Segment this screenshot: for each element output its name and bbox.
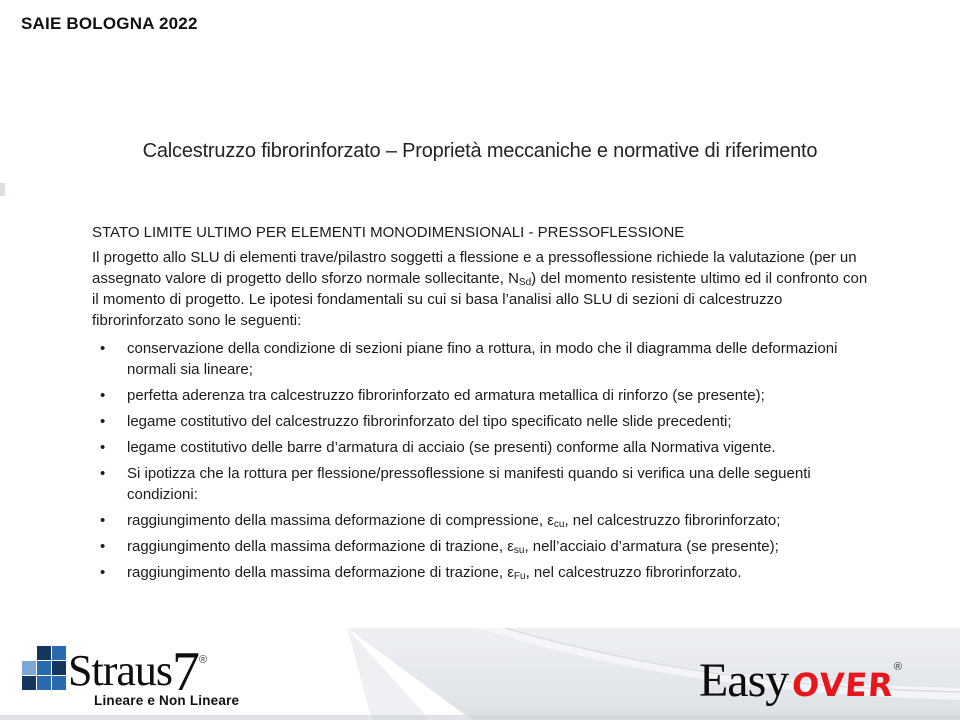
- epsilon-su-subscript: su: [513, 545, 525, 556]
- bullet-item: [92, 536, 874, 557]
- bullet-list: [92, 338, 874, 583]
- bullet-text: raggiungimento della massima deformazione di compressione, ε: [127, 512, 554, 529]
- bullet-text-post: , nel calcestruzzo fibrorinforzato.: [525, 564, 742, 581]
- body-paragraph: [92, 247, 874, 331]
- bullet-item: [92, 338, 874, 380]
- straus7-logo: [22, 640, 239, 708]
- straus7-name: Straus: [68, 646, 172, 695]
- easyover-logo: [698, 654, 902, 707]
- body-text-block: [92, 222, 874, 588]
- bullet-item: [92, 411, 874, 432]
- section-heading: STATO LIMITE ULTIMO PER ELEMENTI MONODIMENSIONALI - PRESSOFLESSIONE: [92, 224, 685, 241]
- straus7-squares-icon: [22, 646, 66, 690]
- bullet-text-post: , nell’acciaio d’armatura (se presente);: [524, 538, 779, 555]
- straus7-wordmark: [68, 640, 239, 708]
- epsilon-cu-subscript: cu: [553, 519, 565, 530]
- paragraph-text-post: ) del momento resistente ultimo ed il confronto con il momento di progetto. Le ipotesi fondamentali su cui si basa l’analisi allo SLU di sezioni di calcestruzzo fibrorinforzato sono le seguenti:: [92, 270, 868, 329]
- bullet-item: [92, 510, 874, 531]
- bullet-item: [92, 437, 874, 458]
- straus7-registered-mark: ®: [199, 654, 208, 666]
- epsilon-fu-subscript: Fu: [513, 571, 526, 582]
- easyover-registered-mark: ®: [893, 661, 902, 673]
- paragraph-text-pre: Il progetto allo SLU di elementi trave/pilastro soggetti a flessione e a pressoflessione richiede la valutazione (per un assegnato valore di progetto dello sforzo normale sollecitante, N: [92, 249, 857, 287]
- bullet-text: raggiungimento della massima deformazione di trazione, ε: [127, 564, 514, 581]
- bullet-text-post: , nel calcestruzzo fibrorinforzato;: [564, 512, 781, 529]
- bullet-item: [92, 562, 874, 583]
- bullet-item: [92, 463, 874, 505]
- bullet-text: legame costitutivo del calcestruzzo fibrorinforzato del tipo specificato nelle slide precedenti;: [127, 413, 732, 430]
- bullet-text: perfetta aderenza tra calcestruzzo fibrorinforzato ed armatura metallica di rinforzo (se presente);: [127, 387, 765, 404]
- nsd-subscript: Sd: [518, 277, 532, 288]
- easyover-easy-text: Easy: [698, 654, 789, 707]
- easyover-over-text: OVER: [790, 666, 896, 704]
- bullet-text: conservazione della condizione di sezioni piane fino a rottura, in modo che il diagramma delle deformazioni normali sia lineare;: [127, 340, 838, 378]
- bullet-text: raggiungimento della massima deformazione di trazione, ε: [127, 538, 514, 555]
- slide-header-text: SAIE BOLOGNA 2022: [21, 14, 198, 33]
- bullet-text: Si ipotizza che la rottura per flessione/pressoflessione si manifesti quando si verifica una delle seguenti condizioni:: [127, 465, 811, 503]
- left-edge-tick: [0, 183, 5, 196]
- bullet-item: [92, 385, 874, 406]
- straus7-seven: 7: [172, 641, 199, 703]
- page-title: Calcestruzzo fibrorinforzato – Proprietà meccaniche e normative di riferimento: [142, 140, 818, 162]
- bullet-text: legame costitutivo delle barre d’armatura di acciaio (se presenti) conforme alla Normativa vigente.: [127, 439, 776, 456]
- straus7-tagline: Lineare e Non Lineare: [94, 693, 240, 708]
